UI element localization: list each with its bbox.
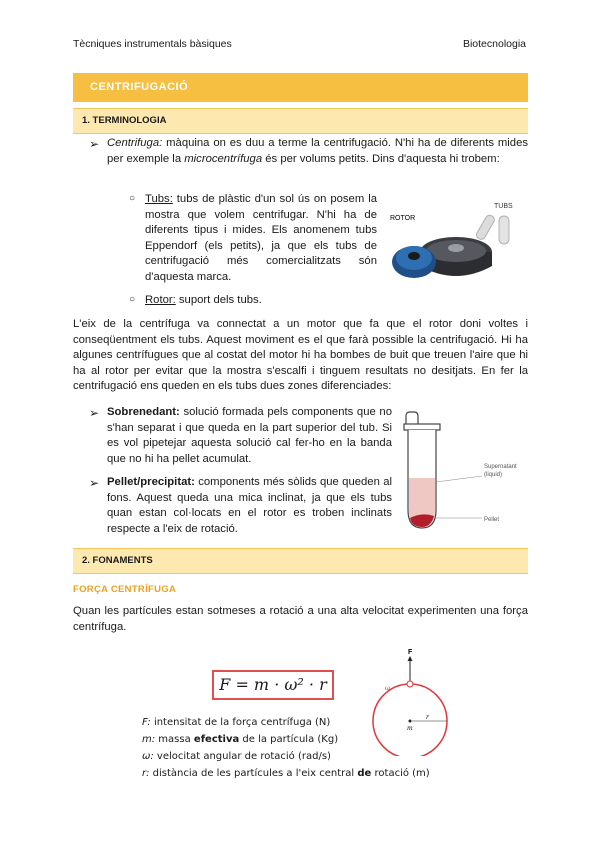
header-left: Tècniques instrumentals bàsiques [73,38,232,50]
sobrenedant-item [107,405,392,467]
rotor-text: suport dels tubs. [175,294,262,306]
pellet-item [107,475,392,537]
pellet-text: components més sòlids que queden al fons. Aquest queda una mica inclinat, ja que els tubs quan estan col·locats en el rotor es troben inclinats respecte a l'eix de rotació. [107,476,392,535]
circle-bullet-icon: ○ [129,193,136,204]
tubs-label: TUBS [494,203,513,210]
radius-label: r [426,714,429,721]
mass-label: m [407,725,413,732]
legend-line: ω: velocitat angular de rotació (rad/s) [142,751,331,762]
formula-box [212,670,334,700]
tube-figure [400,410,528,535]
formula: F = m · ω² · r [219,675,327,694]
section-header-fonaments [73,548,528,574]
force-label: F [408,649,413,656]
centrifuga-text-b: és per volums petits. Dins d'aquesta hi trobem: [262,152,500,165]
section-title: 2. FONAMENTS [82,555,153,566]
legend-line: r: distància de les partícules a l'eix central de rotació (m) [142,768,430,779]
title-banner [73,73,528,102]
circle-bullet-icon: ○ [129,294,136,305]
pellet-label: Pellet [484,517,500,523]
rotor-item [145,293,377,309]
tubs-term: Tubs: [145,193,173,205]
micro-term: microcentrífuga [184,152,263,165]
centrifuge-paragraph: L'eix de la centrífuga va connectat a un motor que fa que el rotor doni voltes i conseqüentment els tubs. Aquest moviment es el que farà possible la centrifugació. Hi ha algunes centrífugues que al costat del motor hi ha bombes de buit que treuen l'aire que hi ha al rotor per evitar que la mostra s'escalfi i tinguem resultats no desitjats. En fer la centrifugació ens queden en els tubs dues zones diferenciades: [73,318,528,393]
supernatant-label: Supernatant [484,464,517,470]
force-intro: Quan les partícules estan sotmeses a rotació a una alta velocitat experimenten una força centrífuga. [73,605,528,633]
arrow-bullet-icon: ➢ [89,406,100,420]
header-right: Biotecnologia [462,38,526,50]
omega-label: ω [385,685,390,692]
subsection-title: FORÇA CENTRÍFUGA [73,584,177,595]
centrifuga-item [107,136,528,167]
sobrenedant-text: solució formada pels components que no s'han separat i que queda en la part superior del tub. Si es vol pipetejar aquesta solució cal fer-ho en la banda que no hi ha pellet acumulat. [107,406,392,465]
legend-line: F: intensitat de la força centrífuga (N) [142,717,331,728]
centrifuge-rotor-figure [386,196,528,296]
rotation-diagram [368,644,460,756]
arrow-bullet-icon: ➢ [89,476,100,490]
rotor-term: Rotor: [145,294,176,306]
page-title: CENTRIFUGACIÓ [90,81,189,93]
centrifuga-term: Centrifuga: [107,137,163,149]
sobrenedant-term: Sobrenedant: [107,406,180,418]
legend-line: m: massa efectiva de la partícula (Kg) [142,734,339,745]
supernatant-label-2: (liquid) [484,472,503,478]
arrow-bullet-icon: ➢ [89,137,100,151]
rotor-label: ROTOR [390,215,416,222]
tubs-text: tubs de plàstic d'un sol ús on posem la mostra que volem centrifugar. N'hi ha de diferents tipus i mides. Els anomenem tubs Eppendorf (els petits), ja que els tubs de centrifugació més comercialitzats són d'aquesta marca. [145,193,377,283]
tubs-item [145,192,377,286]
centrifuga-text-a: màquina on es duu a terme la centrifugació. N'hi ha de diferents mides per exemple la [107,137,528,165]
section-title: 1. TERMINOLOGIA [82,115,167,126]
pellet-term: Pellet/precipitat: [107,476,195,488]
section-header-terminologia [73,108,528,134]
